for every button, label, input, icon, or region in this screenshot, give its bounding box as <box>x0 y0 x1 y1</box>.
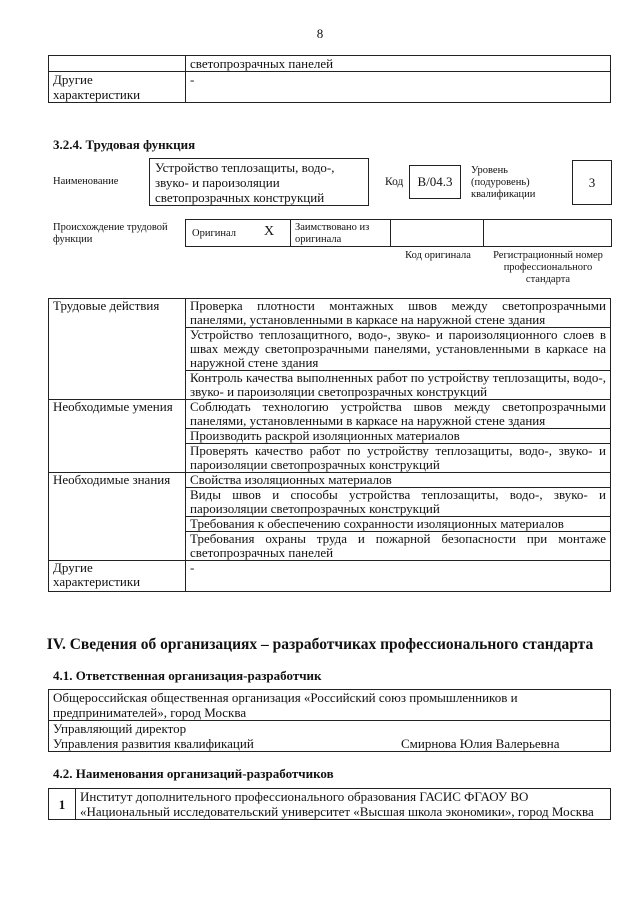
section-iv-heading: IV. Сведения об организациях – разработчиках профессионального стандарта <box>46 636 594 653</box>
original-mark: X <box>264 224 275 239</box>
knowledge-item: Виды швов и способы устройства теплозащиты, водо-, звуко- и пароизоляции светопрозрачных конструкций <box>186 488 611 517</box>
labor-function-table <box>48 298 611 592</box>
reg-number-label: Регистрационный номер профессионального стандарта <box>493 250 603 285</box>
level-label: Уровень (подуровень) квалификации <box>471 165 536 200</box>
table-row <box>49 561 611 592</box>
row-label: Другие характеристики <box>49 72 186 103</box>
table-row <box>49 299 611 328</box>
table-row <box>49 473 611 488</box>
director-name: Смирнова Юлия Валерьевна <box>397 721 611 752</box>
function-name-box: Устройство теплозащиты, водо-, звуко- и пароизоляции светопрозрачных конструкций <box>149 158 369 206</box>
knowledge-item: Свойства изоляционных материалов <box>186 473 611 488</box>
function-heading: 3.2.4. Трудовая функция <box>53 137 196 152</box>
other-value: - <box>186 561 611 592</box>
top-continuation-table <box>48 55 611 103</box>
knowledge-item: Требования к обеспечению сохранности изоляционных материалов <box>186 517 611 532</box>
reg-number-cell <box>483 219 612 247</box>
code-label: Код <box>385 176 404 188</box>
dev-org-name: Институт дополнительного профессионального образования ГАСИС ФГАОУ ВО «Национальный исследовательский университет «Высшая школа экономики», город Москва <box>76 789 611 820</box>
function-code-box: В/04.3 <box>409 165 461 199</box>
code-original-label: Код оригинала <box>405 250 471 261</box>
skill-item: Соблюдать технологию устройства швов между светопрозрачными панелями, установленными в каркасе на наружной стене здания <box>186 400 611 429</box>
developer-orgs-table <box>48 788 611 820</box>
code-original-cell <box>390 219 484 247</box>
table-row <box>49 721 611 752</box>
labor-action-item: Устройство теплозащитного, водо-, звуко- и пароизоляционного слоев в швах между светопрозрачными панелями, установленными в каркасе на наружной стене здания <box>186 328 611 371</box>
labor-actions-label: Трудовые действия <box>49 299 186 400</box>
origin-original-cell <box>185 219 291 247</box>
origin-label: Происхождение трудовой функции <box>53 222 168 245</box>
other-label: Другие характеристики <box>49 561 186 592</box>
empty-cell <box>49 56 186 72</box>
dev-org-number: 1 <box>49 789 76 820</box>
borrowed-label: Заимствовано из оригинала <box>295 222 370 245</box>
skill-item: Проверять качество работ по устройству теплозащиты, водо-, звуко- и пароизоляции светопрозрачных конструкций <box>186 444 611 473</box>
knowledge-label: Необходимые знания <box>49 473 186 561</box>
director-line-1: Управляющий директор <box>53 721 187 736</box>
table-cell: светопрозрачных панелей <box>186 56 611 72</box>
table-row <box>49 72 611 103</box>
table-row <box>49 690 611 721</box>
origin-borrowed-cell <box>290 219 391 247</box>
skills-label: Необходимые умения <box>49 400 186 473</box>
original-label: Оригинал <box>192 228 236 239</box>
table-cell: - <box>186 72 611 103</box>
responsible-org-table <box>48 689 611 752</box>
labor-action-item: Проверка плотности монтажных швов между светопрозрачными панелями, установленными в каркасе на наружной стене здания <box>186 299 611 328</box>
org-name: Общероссийская общественная организация «Российский союз промышленников и предпринимателей», город Москва <box>49 690 611 721</box>
director-position <box>49 721 398 752</box>
labor-action-item: Контроль качества выполненных работ по устройству теплозащиты, водо-, звуко- и пароизоляции светопрозрачных конструкций <box>186 371 611 400</box>
name-label: Наименование <box>53 176 119 187</box>
skill-item: Производить раскрой изоляционных материалов <box>186 429 611 444</box>
table-row <box>49 789 611 820</box>
knowledge-item: Требования охраны труда и пожарной безопасности при монтаже светопрозрачных панелей <box>186 532 611 561</box>
table-row <box>49 56 611 72</box>
table-row <box>49 400 611 429</box>
director-line-2: Управления развития квалификаций <box>53 736 254 751</box>
subsection-4-2-heading: 4.2. Наименования организаций-разработчиков <box>53 766 334 781</box>
subsection-4-1-heading: 4.1. Ответственная организация-разработчик <box>53 668 322 683</box>
page-number: 8 <box>316 26 324 41</box>
level-value-box: 3 <box>572 160 612 205</box>
